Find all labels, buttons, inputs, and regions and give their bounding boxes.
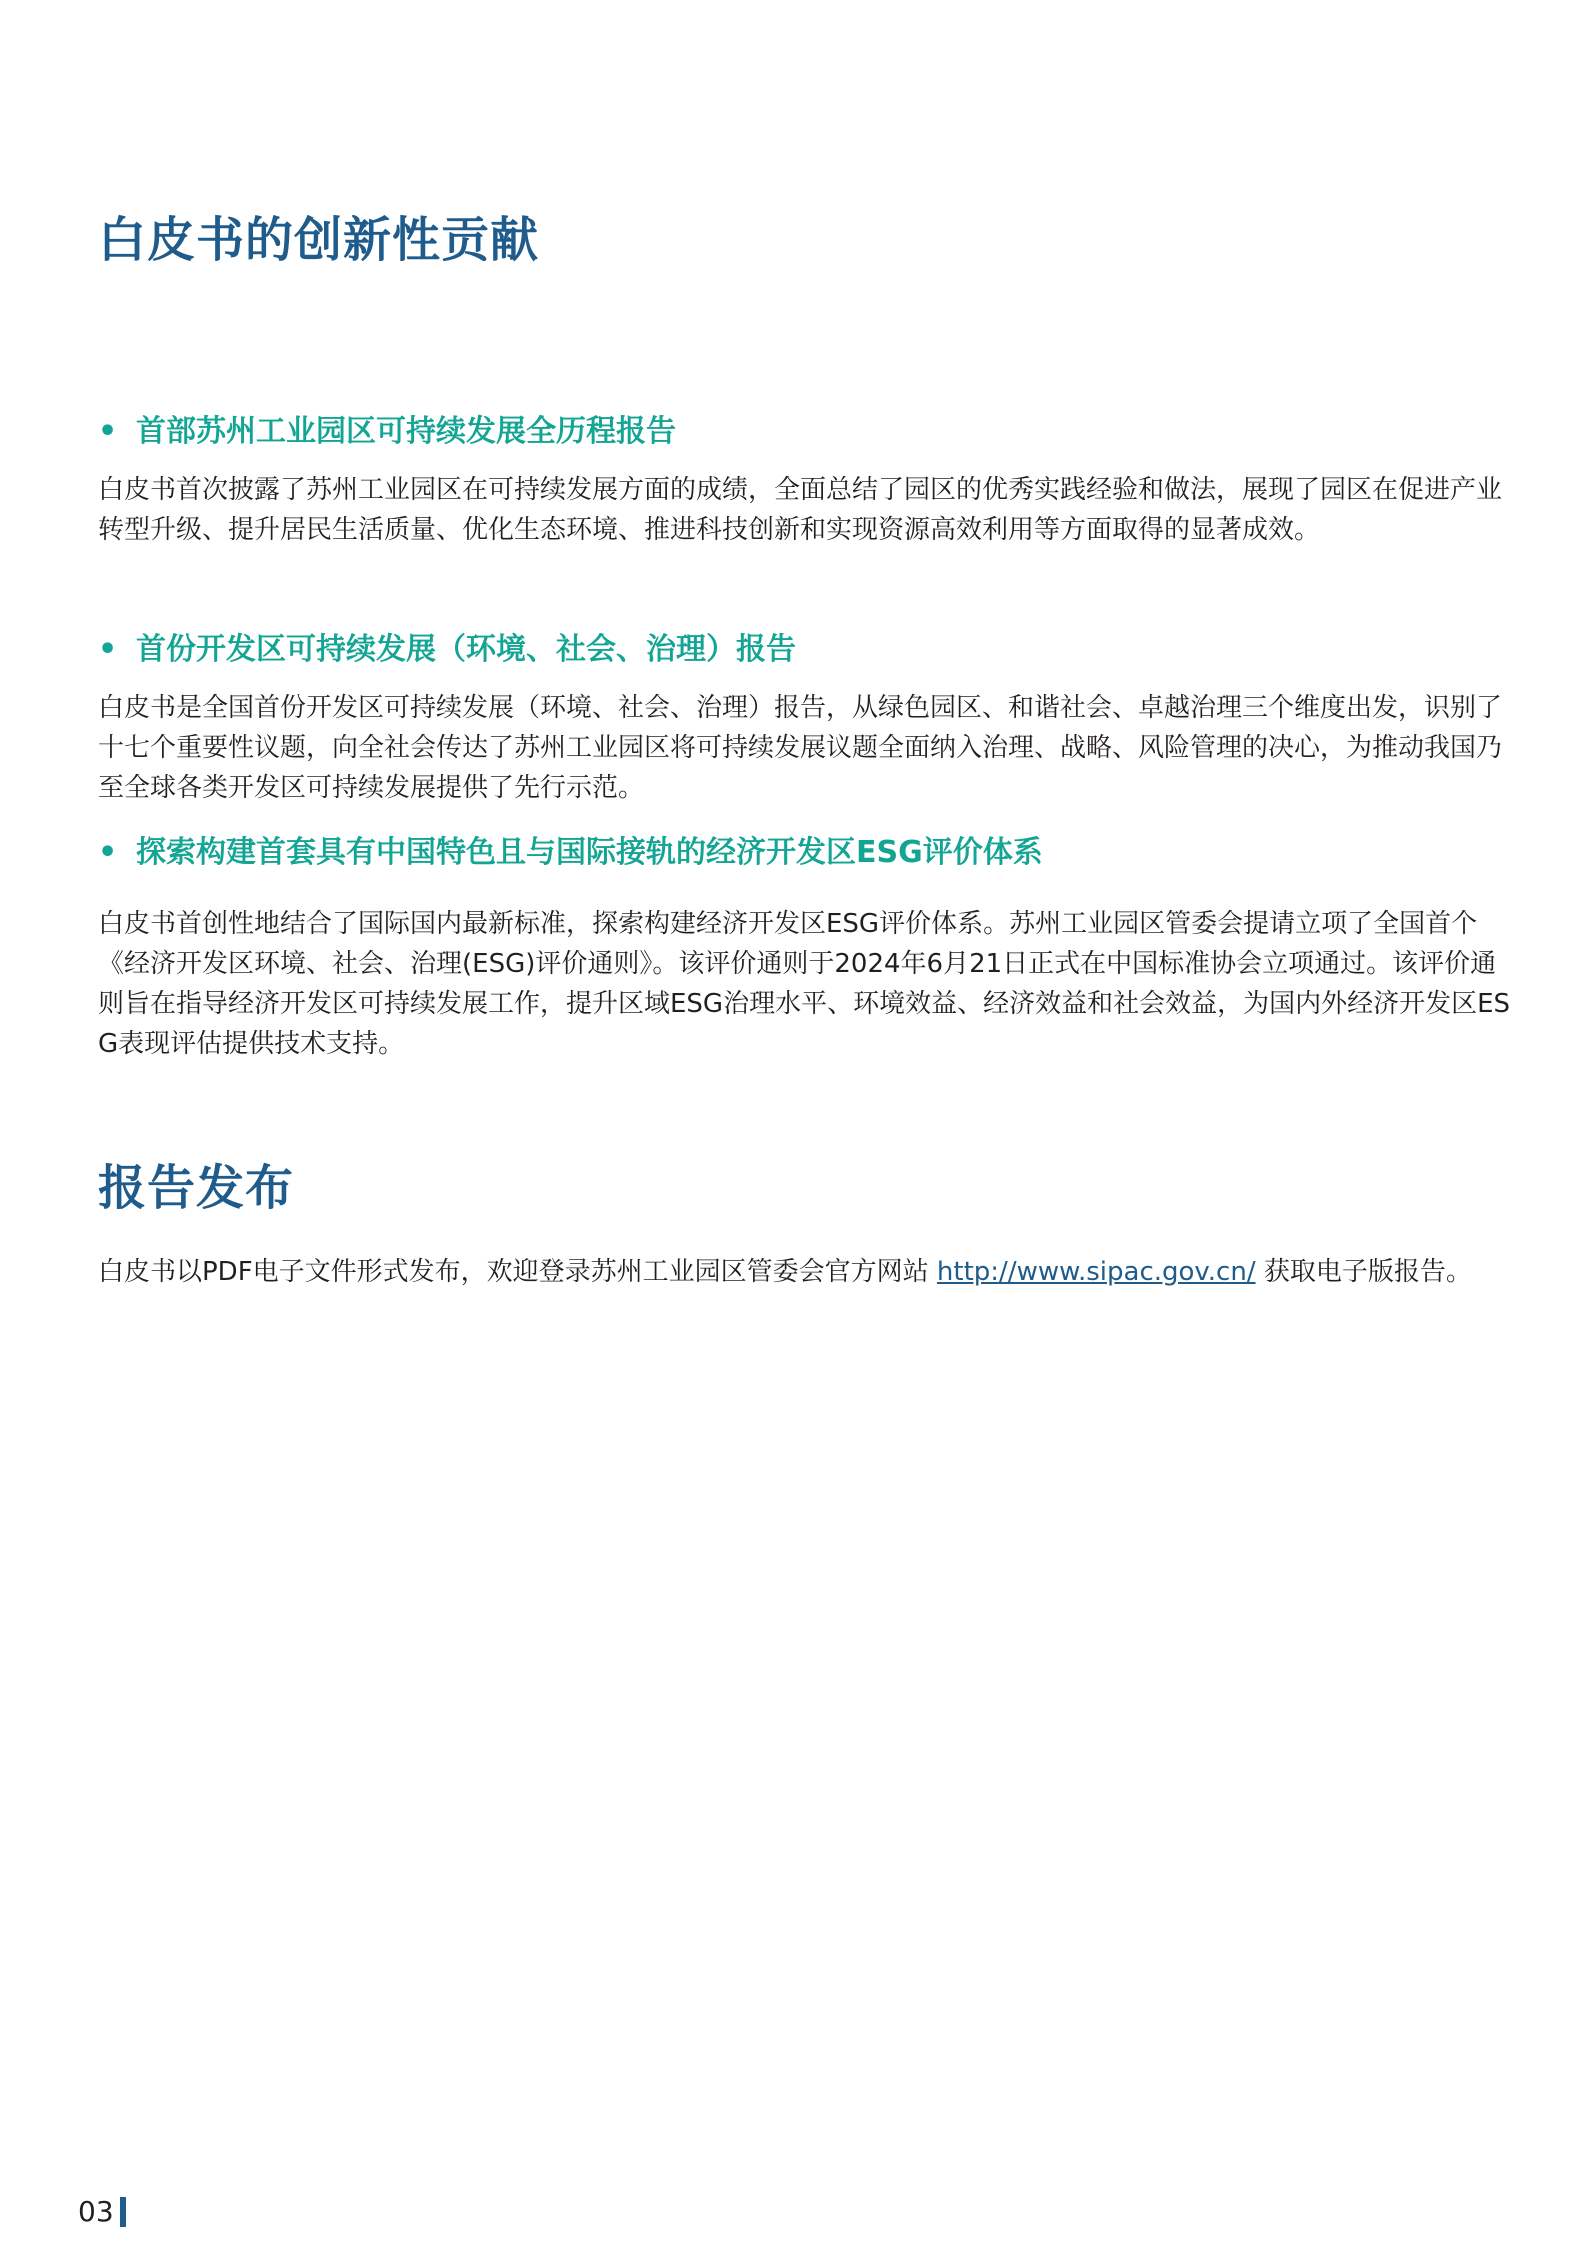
bullet-icon: • <box>98 835 118 870</box>
bullet-icon: • <box>98 632 118 667</box>
bullet-heading-3 <box>98 833 1043 873</box>
paragraph-2: 白皮书是全国首份开发区可持续发展（环境、社会、治理）报告，从绿色园区、和谐社会、卓越治理三个维度出发，识别了十七个重要性议题，向全社会传达了苏州工业园区将可持续发展议题全面纳入治理、战略、风险管理的决心，为推动我国乃至全球各类开发区可持续发展提供了先行示范。 <box>98 693 1503 803</box>
page-number-bar <box>120 2197 126 2227</box>
page-number <box>78 2195 126 2229</box>
paragraph-1: 白皮书首次披露了苏州工业园区在可持续发展方面的成绩，全面总结了园区的优秀实践经验和做法，展现了园区在促进产业转型升级、提升居民生活质量、优化生态环境、推进科技创新和实现资源高效利用等方面取得的显著成效。 <box>98 475 1503 545</box>
bullet-heading-2 <box>98 630 796 670</box>
release-text-after: 获取电子版报告。 <box>1255 1257 1472 1287</box>
release-paragraph <box>98 1252 1510 1292</box>
paragraph-3: 白皮书首创性地结合了国际国内最新标准，探索构建经济开发区ESG评价体系。苏州工业园区管委会提请立项了全国首个《经济开发区环境、社会、治理(ESG)评价通则》。该评价通则于2024年6月21日正式在中国标准协会立项通过。该评价通则旨在指导经济开发区可持续发展工作，提升区域ESG治理水平、环境效益、经济效益和社会效益，为国内外经济开发区ESG表现评估提供技术支持。 <box>98 909 1511 1059</box>
section-title-contributions: 白皮书的创新性贡献 <box>98 212 540 268</box>
bullet-heading-text: 探索构建首套具有中国特色且与国际接轨的经济开发区ESG评价体系 <box>136 835 1043 870</box>
bullet-heading-text: 首份开发区可持续发展（环境、社会、治理）报告 <box>136 632 796 667</box>
page-number-text: 03 <box>78 2195 114 2228</box>
bullet-heading-1 <box>98 412 676 452</box>
bullet-heading-text: 首部苏州工业园区可持续发展全历程报告 <box>136 414 676 449</box>
section-title-release: 报告发布 <box>98 1160 295 1216</box>
release-text-before: 白皮书以PDF电子文件形式发布，欢迎登录苏州工业园区管委会官方网站 <box>98 1257 937 1287</box>
sipac-website-link[interactable]: http://www.sipac.gov.cn/ <box>936 1257 1256 1287</box>
bullet-icon: • <box>98 414 118 449</box>
